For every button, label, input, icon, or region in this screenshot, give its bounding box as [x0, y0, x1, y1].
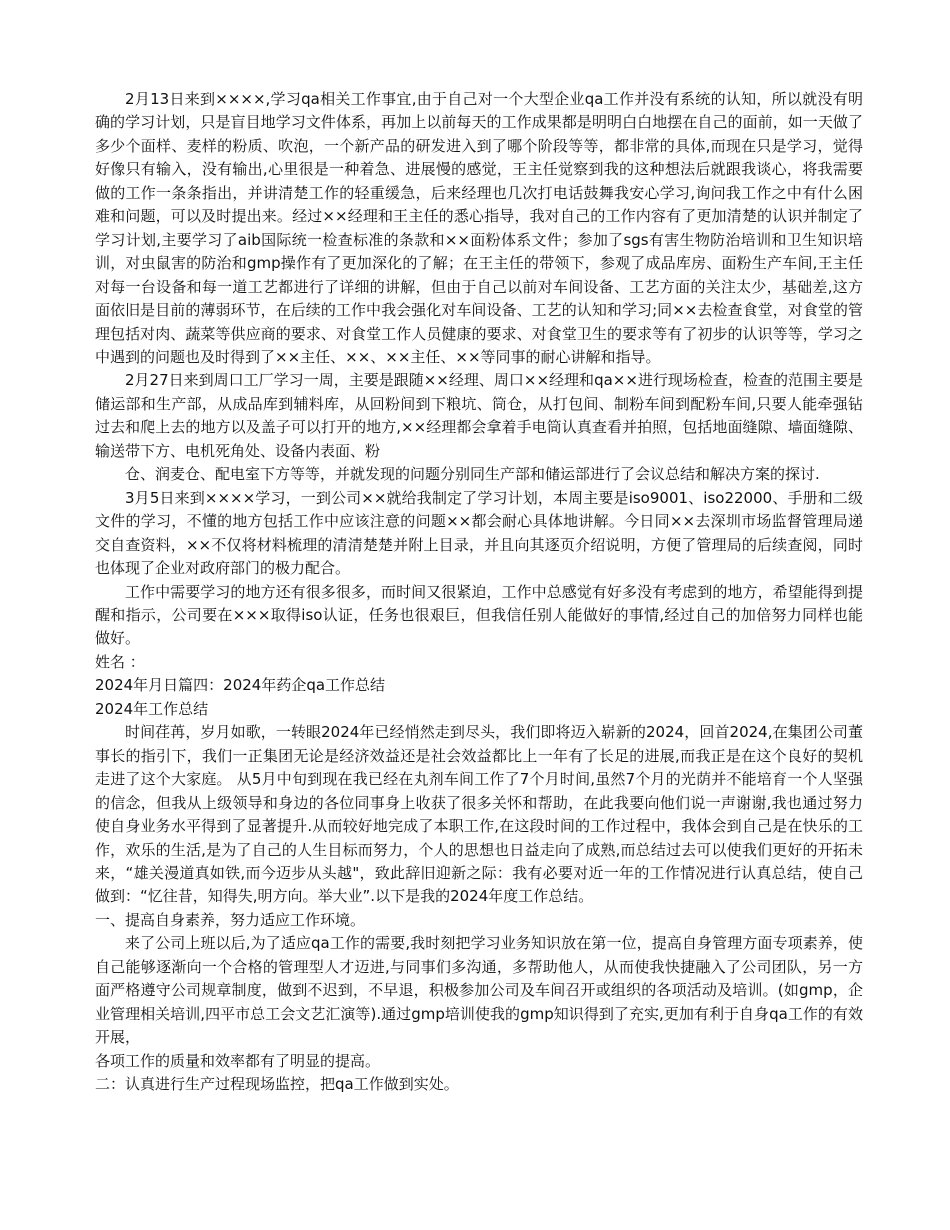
- paragraph-feb27-zhoukou: 2月27日来到周口工厂学习一周，主要是跟随××经理、周口××经理和qa××进行现场检查，检查的范围主要是储运部和生产部，从成品库到辅料库，从回粉间到下粮坑、筒仓，从打包间、制粉车间到配粉车间,只要人能牵强钻过去和爬上去的地方以及盖子可以打开的地方,××经理都会拿着手电筒认真查看并拍照，包括地面缝隙、墙面缝隙、输送带下方、电机死角处、设备内表面、粉: [95, 371, 863, 460]
- paragraph-year-review: 时间荏苒，岁月如歌，一转眼2024年已经悄然走到尽头，我们即将迈入崭新的2024，回首2024,在集团公司董事长的指引下，我们一正集团无论是经济效益还是社会效益都比上一年有了长足的进展,而我正是在这个良好的契机走进了这个大家庭。 从5月中旬到现在我已经在丸剂车间工作了7个月时间,虽然7个月的光荫并不能培育一个人坚强的信念，但我从上级领导和身边的各位同事身上收获了很多关怀和帮助，在此我要向他们说一声谢谢,我也通过努力使自身业务水平得到了显著提升.从而较好地完成了本职工作,在这段时间的工作过程中，我体会到自己是在快乐的工作，欢乐的生活,是为了自己的人生目标而努力，个人的思想也日益走向了成熟,而总结过去可以使我们更好的开拓未来，“雄关漫道真如铁,而今迈步从头越"，致此辞旧迎新之际：我有必要对近一年的工作情况进行认真总结，使自己做到：“忆往昔，知得失,明方向。举大业”.以下是我的2024年度工作总结。: [95, 723, 863, 906]
- name-line: 姓名 ：: [95, 652, 145, 671]
- paragraph-mar5-study: 3月5日来到××××学习，一到公司××就给我制定了学习计划，本周主要是iso9001、iso22000、手册和二级文件的学习，不懂的地方包括工作中应该注意的问题××都会耐心具体地讲解。今日同××去深圳市场监督管理局递交自查资料，××不仅将材料梳理的清清楚楚并附上目录，并且向其逐页介绍说明，方便了管理局的后续查阅，同时也体现了企业对政府部门的极力配合。: [95, 488, 863, 578]
- section-heading-2: 二：认真进行生产过程现场监控，把qa工作做到实处。: [95, 1075, 459, 1094]
- article-heading: 2024年月日篇四：2024年药企qa工作总结: [95, 676, 386, 695]
- paragraph-quality-efficiency: 各项工作的质量和效率都有了明显的提高。: [95, 1051, 381, 1070]
- paragraph-work-outlook: 工作中需要学习的地方还有很多很多，而时间又很紧迫，工作中总感觉有好多没有考虑到的地方，希望能得到提醒和指示，公司要在×××取得iso认证，任务也很艰巨，但我信任别人能做好的事情,经过自己的加倍努力同样也能做好。: [95, 582, 863, 648]
- section-heading-1: 一、提高自身素养，努力适应工作环境。: [95, 910, 366, 929]
- document-body: [95, 88, 863, 1096]
- summary-title: 2024年工作总结: [95, 699, 209, 718]
- paragraph-self-improvement: 来了公司上班以后,为了适应qa工作的需要,我时刻把学习业务知识放在第一位，提高自身管理方面专项素养，使自己能够逐渐向一个合格的管理型人才迈进,与同事们多沟通，多帮助他人，从而使我快捷融入了公司团队，另一方面严格遵守公司规章制度，做到不迟到，不早退，积极参加公司及车间召开或组织的各项活动及培训。(如gmp，企业管理相关培训,四平市总工会文艺汇演等).通过gmp培训使我的gmp知识得到了充实,更加有利于自身qa工作的有效开展，: [95, 934, 863, 1047]
- paragraph-feb27-continued: 仓、润麦仓、配电室下方等等，并就发现的问题分别同生产部和储运部进行了会议总结和解决方案的探讨.: [125, 465, 820, 484]
- paragraph-feb13-study: 2月13日来到××××,学习qa相关工作事宜,由于自己对一个大型企业qa工作并没有系统的认知，所以就没有明确的学习计划，只是盲目地学习文件体系，再加上以前每天的工作成果都是明明白白地摆在自己的面前，如一天做了多少个面样、麦样的粉质、吹泡，一个新产品的研发进入到了哪个阶段等等，都非常的具体,而现在只是学习，觉得好像只有输入，没有输出,心里很是一种着急、进展慢的感觉，王主任觉察到我的这种想法后就跟我谈心，将我需要做的工作一条条指出，并讲清楚工作的轻重缓急，后来经理也几次打电话鼓舞我安心学习,询问我工作之中有什么困难和问题，可以及时提出来。经过××经理和王主任的悉心指导，我对自己的工作内容有了更加清楚的认识并制定了学习计划,主要学习了aib国际统一检查标准的条款和××面粉体系文件；参加了sgs有害生物防治培训和卫生知识培训，对虫鼠害的防治和gmp操作有了更加深化的了解；在王主任的带领下，参观了成品库房、面粉生产车间,王主任对每一台设备和每一道工艺都进行了详细的讲解，但由于自己以前对车间设备、工艺方面的关注太少，基础差,这方面依旧是目前的薄弱环节，在后续的工作中我会强化对车间设备、工艺的认知和学习;同××去检查食堂，对食堂的管理包括对肉、蔬菜等供应商的要求、对食堂工作人员健康的要求、对食堂卫生的要求等有了初步的认识等等，学习之中遇到的问题也及时得到了××主任、××、××主任、××等同事的耐心讲解和指导。: [95, 90, 863, 366]
